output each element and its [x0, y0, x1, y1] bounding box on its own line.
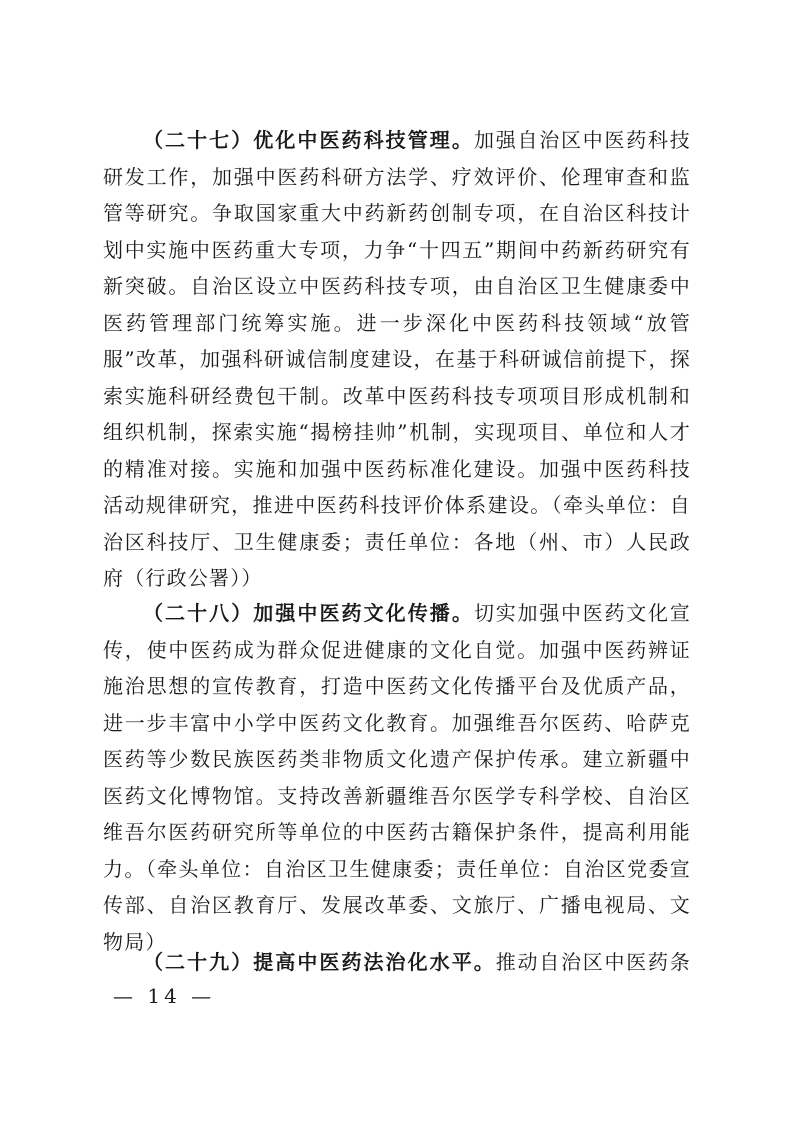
page-number: — 14 — [113, 984, 216, 1008]
section-27 [103, 122, 691, 597]
section-27-body: 加强自治区中医药科技研发工作，加强中医药科研方法学、疗效评价、伦理审查和监管等研究。争取国家重大中药新药创制专项，在自治区科技计划中实施中医药重大专项，力争“十四五”期间中药新药研究有新突破。自治区设立中医药科技专项，由自治区卫生健康委中医药管理部门统筹实施。进一步深化中医药科技领域“放管服”改革，加强科研诚信制度建设，在基于科研诚信前提下，探索实施科研经费包干制。改革中医药科技专项项目形成机制和组织机制，探索实施“揭榜挂帅”机制，实现项目、单位和人才的精准对接。实施和加强中医药标准化建设。加强中医药科技活动规律研究，推进中医药科技评价体系建设。（牵头单位：自治区科技厅、卫生健康委；责任单位：各地（州、市）人民政府（行政公署）） [103, 128, 691, 590]
section-29-heading: （二十九）提高中医药法治化水平。 [143, 950, 496, 974]
section-28-body: 切实加强中医药文化宣传，使中医药成为群众促进健康的文化自觉。加强中医药辨证施治思想的宣传教育，打造中医药文化传播平台及优质产品，进一步丰富中小学中医药文化教育。加强维吾尔医药、哈萨克医药等少数民族医药类非物质文化遗产保护传承。建立新疆中医药文化博物馆。支持改善新疆维吾尔医学专科学校、自治区维吾尔医药研究所等单位的中医药古籍保护条件，提高利用能力。（牵头单位：自治区卫生健康委；责任单位：自治区党委宣传部、自治区教育厅、发展改革委、文旅厅、广播电视局、文物局） [103, 601, 691, 954]
section-28-heading: （二十八）加强中医药文化传播。 [143, 601, 474, 625]
section-28 [103, 595, 691, 960]
section-27-heading: （二十七）优化中医药科技管理。 [143, 128, 474, 152]
section-29 [103, 944, 691, 981]
section-29-body: 推动自治区中医药条 [495, 950, 691, 974]
